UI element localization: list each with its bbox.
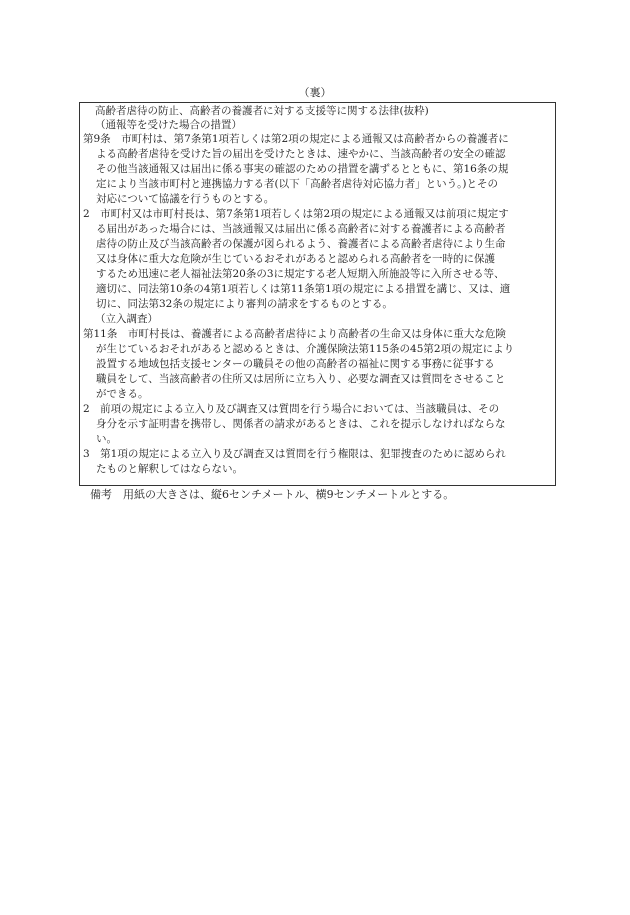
article9-line: 定により当該市町村と連携協力する者(以下「高齢者虐待対応協力者」という。)とその	[96, 178, 498, 190]
article9-para2-line: するため迅速に老人福祉法第20条の3に規定する老人短期入所施設等に入所させる等、	[96, 268, 505, 280]
heading-article9: （通報等を受けた場合の措置）	[95, 119, 242, 131]
article11-para2-line: 身分を示す証明書を携帯し、関係者の請求があるときは、これを提示しなければならな	[96, 418, 506, 430]
article11-para3-line: 3 第1項の規定による立入り及び調査又は質問を行う権限は、犯罪捜査のために認められ	[83, 448, 506, 460]
article9-line: その他当該通報又は届出に係る事実の確認のための措置を講ずるとともに、第16条の規	[96, 163, 509, 175]
article11-para2-line: い。	[96, 433, 117, 445]
remarks-note: 備考 用紙の大きさは、縦6センチメートル、横9センチメートルとする。	[90, 488, 455, 501]
article11-para3-line: たものと解釈してはならない。	[96, 463, 243, 475]
article11-line: 職員をして、当該高齢者の住所又は居所に立ち入り、必要な調査又は質問をさせること	[96, 373, 506, 385]
article9-para2-line: 虐待の防止及び当該高齢者の保護が図られるよう、養護者による高齢者虐待により生命	[96, 238, 506, 250]
page-label: （裏）	[298, 86, 332, 99]
article11-line: 設置する地域包括支援センターの職員その他の高齢者の福祉に関する事務に従事する	[96, 358, 495, 370]
article11-line: が生じているおそれがあると認めるときは、介護保険法第115条の45第2項の規定により	[96, 343, 515, 355]
article9-line: 第9条 市町村は、第7条第1項若しくは第2項の規定による通報又は高齢者からの養護者に	[83, 133, 509, 145]
article11-para2-line: 2 前項の規定による立入り及び調査又は質問を行う場合においては、当該職員は、その	[83, 403, 500, 415]
article9-line: よる高齢者虐待を受けた旨の届出を受けたときは、速やかに、当該高齢者の安全の確認	[96, 148, 506, 160]
article11-line: 第11条 市町村長は、養護者による高齢者虐待により高齢者の生命又は身体に重大な危険	[83, 328, 506, 340]
heading-article11: （立入調査）	[95, 313, 158, 325]
article9-line: 対応について協議を行うものとする。	[96, 193, 275, 205]
article9-para2-line: 適切に、同法第10条の4第1項若しくは第11条第1項の規定による措置を講じ、又は、適	[96, 283, 511, 295]
article9-para2-line: 2 市町村又は市町村長は、第7条第1項若しくは第2項の規定による通報又は前項に規定す	[83, 208, 509, 220]
article11-line: ができる。	[96, 388, 149, 400]
article9-para2-line: る届出があった場合には、当該通報又は届出に係る高齢者に対する養護者による高齢者	[96, 223, 506, 235]
article9-para2-line: 又は身体に重大な危険が生じているおそれがあると認められる高齢者を一時的に保護	[96, 253, 495, 265]
article9-para2-line: 切に、同法第32条の規定により審判の請求をするものとする。	[96, 298, 393, 310]
law-title: 高齢者虐待の防止、高齢者の養護者に対する支援等に関する法律(抜粋)	[95, 105, 429, 117]
